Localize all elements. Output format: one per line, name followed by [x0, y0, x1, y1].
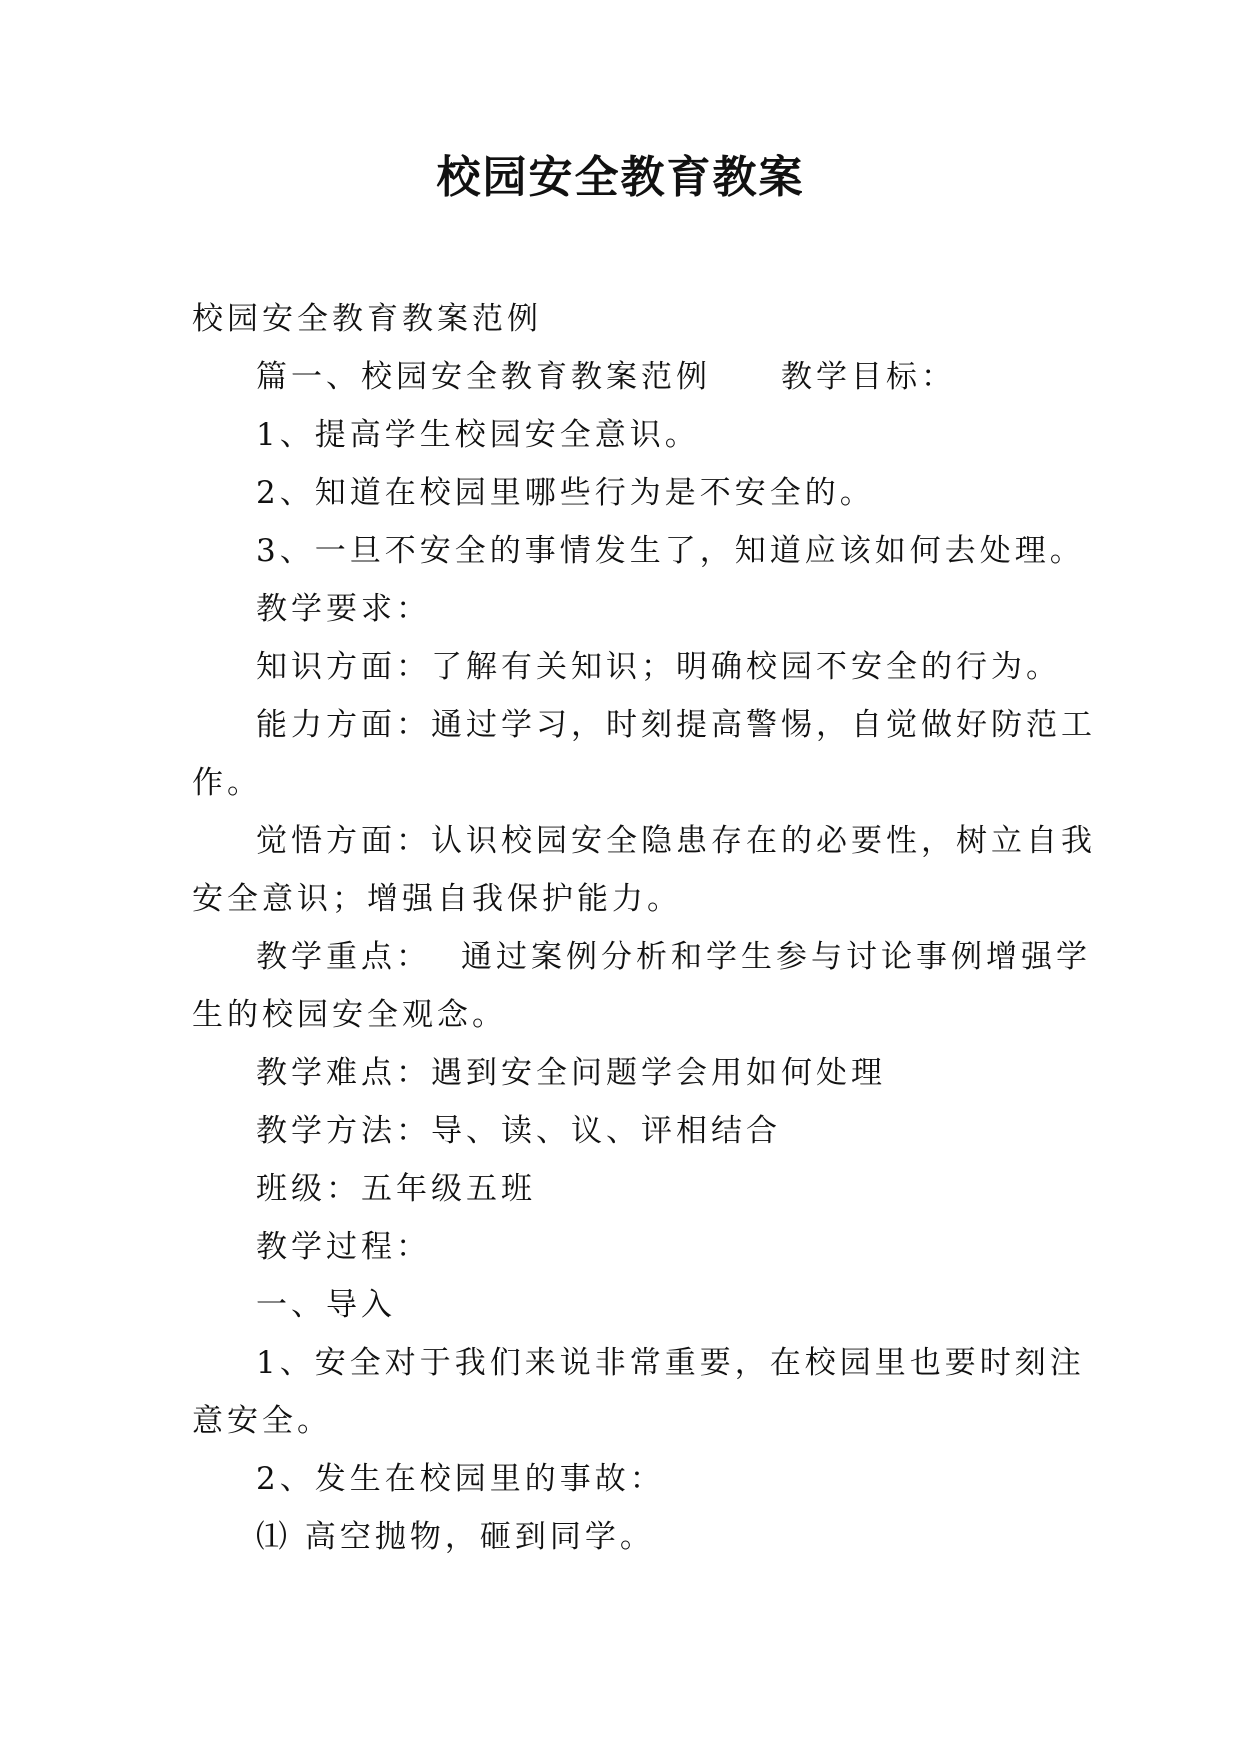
- intro-item-2: 2、发生在校园里的事故：: [256, 1461, 665, 1497]
- objective-item: 2、知道在校园里哪些行为是不安全的。: [256, 475, 875, 511]
- key-point-line2: 生的校园安全观念。: [192, 997, 507, 1033]
- ability-requirement-line2: 作。: [192, 765, 262, 801]
- key-point-label: 教学重点：: [256, 939, 431, 975]
- section-heading-line: [192, 348, 1062, 406]
- key-point-text: 通过案例分析和学生参与讨论事例增强学: [461, 939, 1091, 975]
- document-title: 校园安全教育教案: [436, 152, 805, 203]
- intro-heading: 一、导入: [256, 1287, 396, 1323]
- awareness-requirement-line1: 觉悟方面：认识校园安全隐患存在的必要性，树立自我: [256, 823, 1096, 859]
- intro-item-1-line2: 意安全。: [192, 1403, 332, 1439]
- objectives-label: 教学目标：: [781, 359, 956, 395]
- teaching-method: 教学方法：导、读、议、评相结合: [256, 1113, 781, 1149]
- difficulty-point: 教学难点：遇到安全问题学会用如何处理: [256, 1055, 886, 1091]
- class-info: 班级：五年级五班: [256, 1171, 536, 1207]
- key-point-line1: [192, 928, 1091, 986]
- accident-item-1: ⑴ 高空抛物，砸到同学。: [256, 1519, 655, 1555]
- document-body: [192, 290, 1096, 1566]
- requirements-label: 教学要求：: [256, 591, 431, 627]
- knowledge-requirement: 知识方面：了解有关知识；明确校园不安全的行为。: [256, 649, 1061, 685]
- intro-item-1-line1: 1、安全对于我们来说非常重要，在校园里也要时刻注: [256, 1345, 1085, 1381]
- objective-item: 3、一旦不安全的事情发生了，知道应该如何去处理。: [256, 533, 1085, 569]
- objective-item: 1、提高学生校园安全意识。: [256, 417, 700, 453]
- ability-requirement-line1: 能力方面：通过学习，时刻提高警惕，自觉做好防范工: [256, 707, 1096, 743]
- awareness-requirement-line2: 安全意识；增强自我保护能力。: [192, 881, 682, 917]
- subtitle: 校园安全教育教案范例: [192, 301, 542, 337]
- process-label: 教学过程：: [256, 1229, 431, 1265]
- section-heading: 篇一、校园安全教育教案范例: [256, 359, 711, 395]
